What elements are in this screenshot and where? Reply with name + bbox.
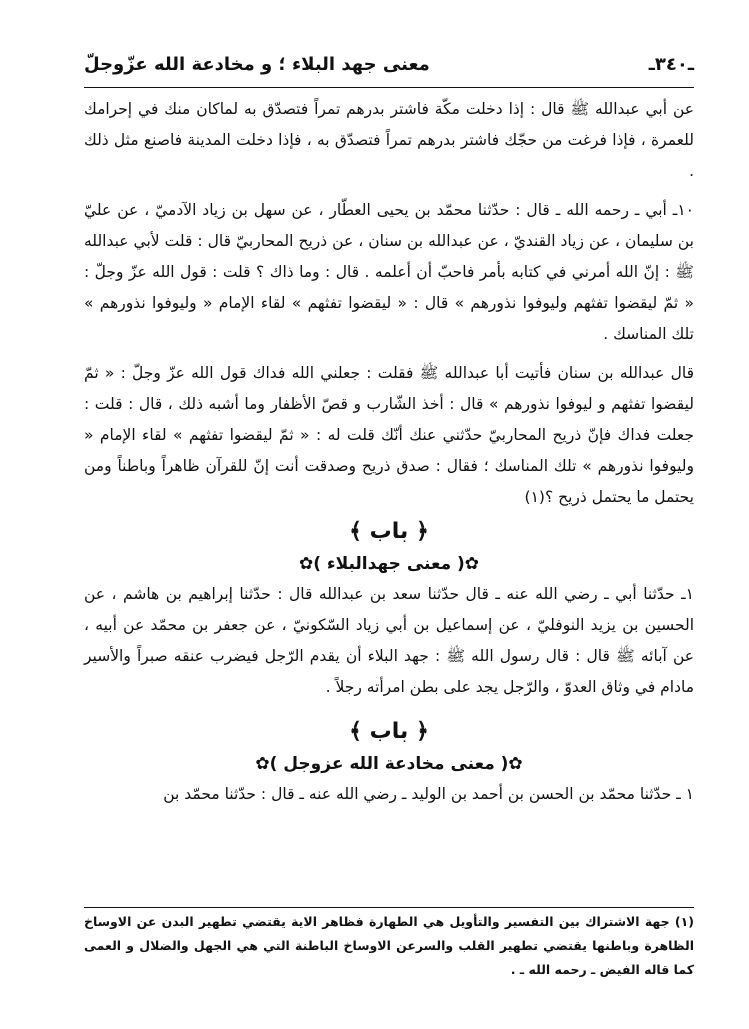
footnote bbox=[84, 910, 694, 982]
page-header bbox=[84, 46, 694, 82]
paragraph: ١ـ حدّثنا أبي ـ رضي الله عنه ـ قال حدّثنا سعد بن عبدالله قال : حدّثنا إبراهيم بن هاشم ، عن الحسين بن يزيد النوفليّ ، عن إسماعيل بن أبي زياد السّكونيّ ، عن جعفر بن محمّد عن أبيه ، عن آبائه ﷺ قال : قال رسول الله ﷺ : جهد البلاء أن يقدم الرّجل فيضرب عنقه صبراً والأسير مادام في وثاق العدوّ ، والرّجل يجد على بطن امرأته رجلاً . bbox=[84, 585, 694, 696]
paragraph: ١٠ـ أبي ـ رحمه الله ـ قال : حدّثنا محمّد بن يحيى العطّار ، عن سهل بن زياد الآدميّ ، عن عليّ بن سليمان ، عن زياد القنديّ ، عن عبدالله بن سنان ، عن ذريح المحاربيّ قال : قلت لأبي عبدالله ﷺ : إنّ الله أمرني في كتابه بأمر فاحبّ أن أعلمه . قال : وما ذاك ؟ قلت : قول الله عزّ وجلّ : « ثمّ ليقضوا تفثهم وليوفوا نذورهم » قال : « ليقضوا تفثهم » لقاء الإمام « وليوفوا نذورهم » تلك المناسك . bbox=[84, 201, 694, 343]
chapter-heading: ﴿ باب ﴾ bbox=[349, 519, 429, 544]
paragraph: عن أبي عبدالله ﷺ قال : إذا دخلت مكّة فاشتر بدرهم تمراً فتصدّق به لماكان منك في إحرامك للعمرة ، فإذا فرغت من حجّك فاشتر بدرهم تمراً فتصدّق به ، فإذا دخلت المدينة فاصنع مثل ذلك . bbox=[84, 100, 694, 180]
header-divider bbox=[84, 87, 694, 88]
chapter-subheading: ✿( معنى مخادعة الله عزوجل )✿ bbox=[255, 754, 523, 774]
chapter-subheading: ✿( معنى جهدالبلاء )✿ bbox=[298, 554, 480, 574]
main-text bbox=[84, 94, 694, 810]
running-title: معنى جهد البلاء ؛ و مخادعة الله عزّوجلّ bbox=[84, 53, 430, 75]
paragraph: ١ ـ حدّثنا محمّد بن الحسن بن أحمد بن الوليد ـ رضي الله عنه ـ قال : حدّثنا محمّد بن bbox=[163, 785, 694, 803]
footnote-text: (١) جهة الاشتراك بين التفسير والتأويل هي الطهارة فظاهر الاية يقتضي تطهير البدن عن الاوساخ الظاهرة وباطنها يقتضي تطهير القلب والسرعن الاوساخ الباطنة التي هي الجهل والضلال و العمى كما قاله الفيض ـ رحمه الله ـ . bbox=[84, 914, 694, 977]
page-number: ـ٣٤٠ـ bbox=[648, 53, 694, 75]
footnote-divider bbox=[84, 907, 694, 908]
chapter-heading: ﴿ باب ﴾ bbox=[349, 719, 429, 744]
paragraph: قال عبدالله بن سنان فأتيت أبا عبدالله ﷺ فقلت : جعلني الله فداك قول الله عزّ وجلّ : « ثمّ ليقضوا تفثهم و ليوفوا نذورهم » قال : أخذ الشّارب و قصّ الأظفار وما أشبه ذلك ، قال : قلت : جعلت فداك فإنّ ذريح المحاربيّ حدّثني عنك أنّك قلت له : « ثمّ ليقضوا تفثهم » لقاء الإمام « وليوفوا نذورهم » تلك المناسك ؛ فقال : صدق ذريح وصدقت أنت إنّ للقرآن ظاهراً وباطناً ومن يحتمل ما يحتمل ذريح ؟(١) bbox=[84, 364, 694, 506]
